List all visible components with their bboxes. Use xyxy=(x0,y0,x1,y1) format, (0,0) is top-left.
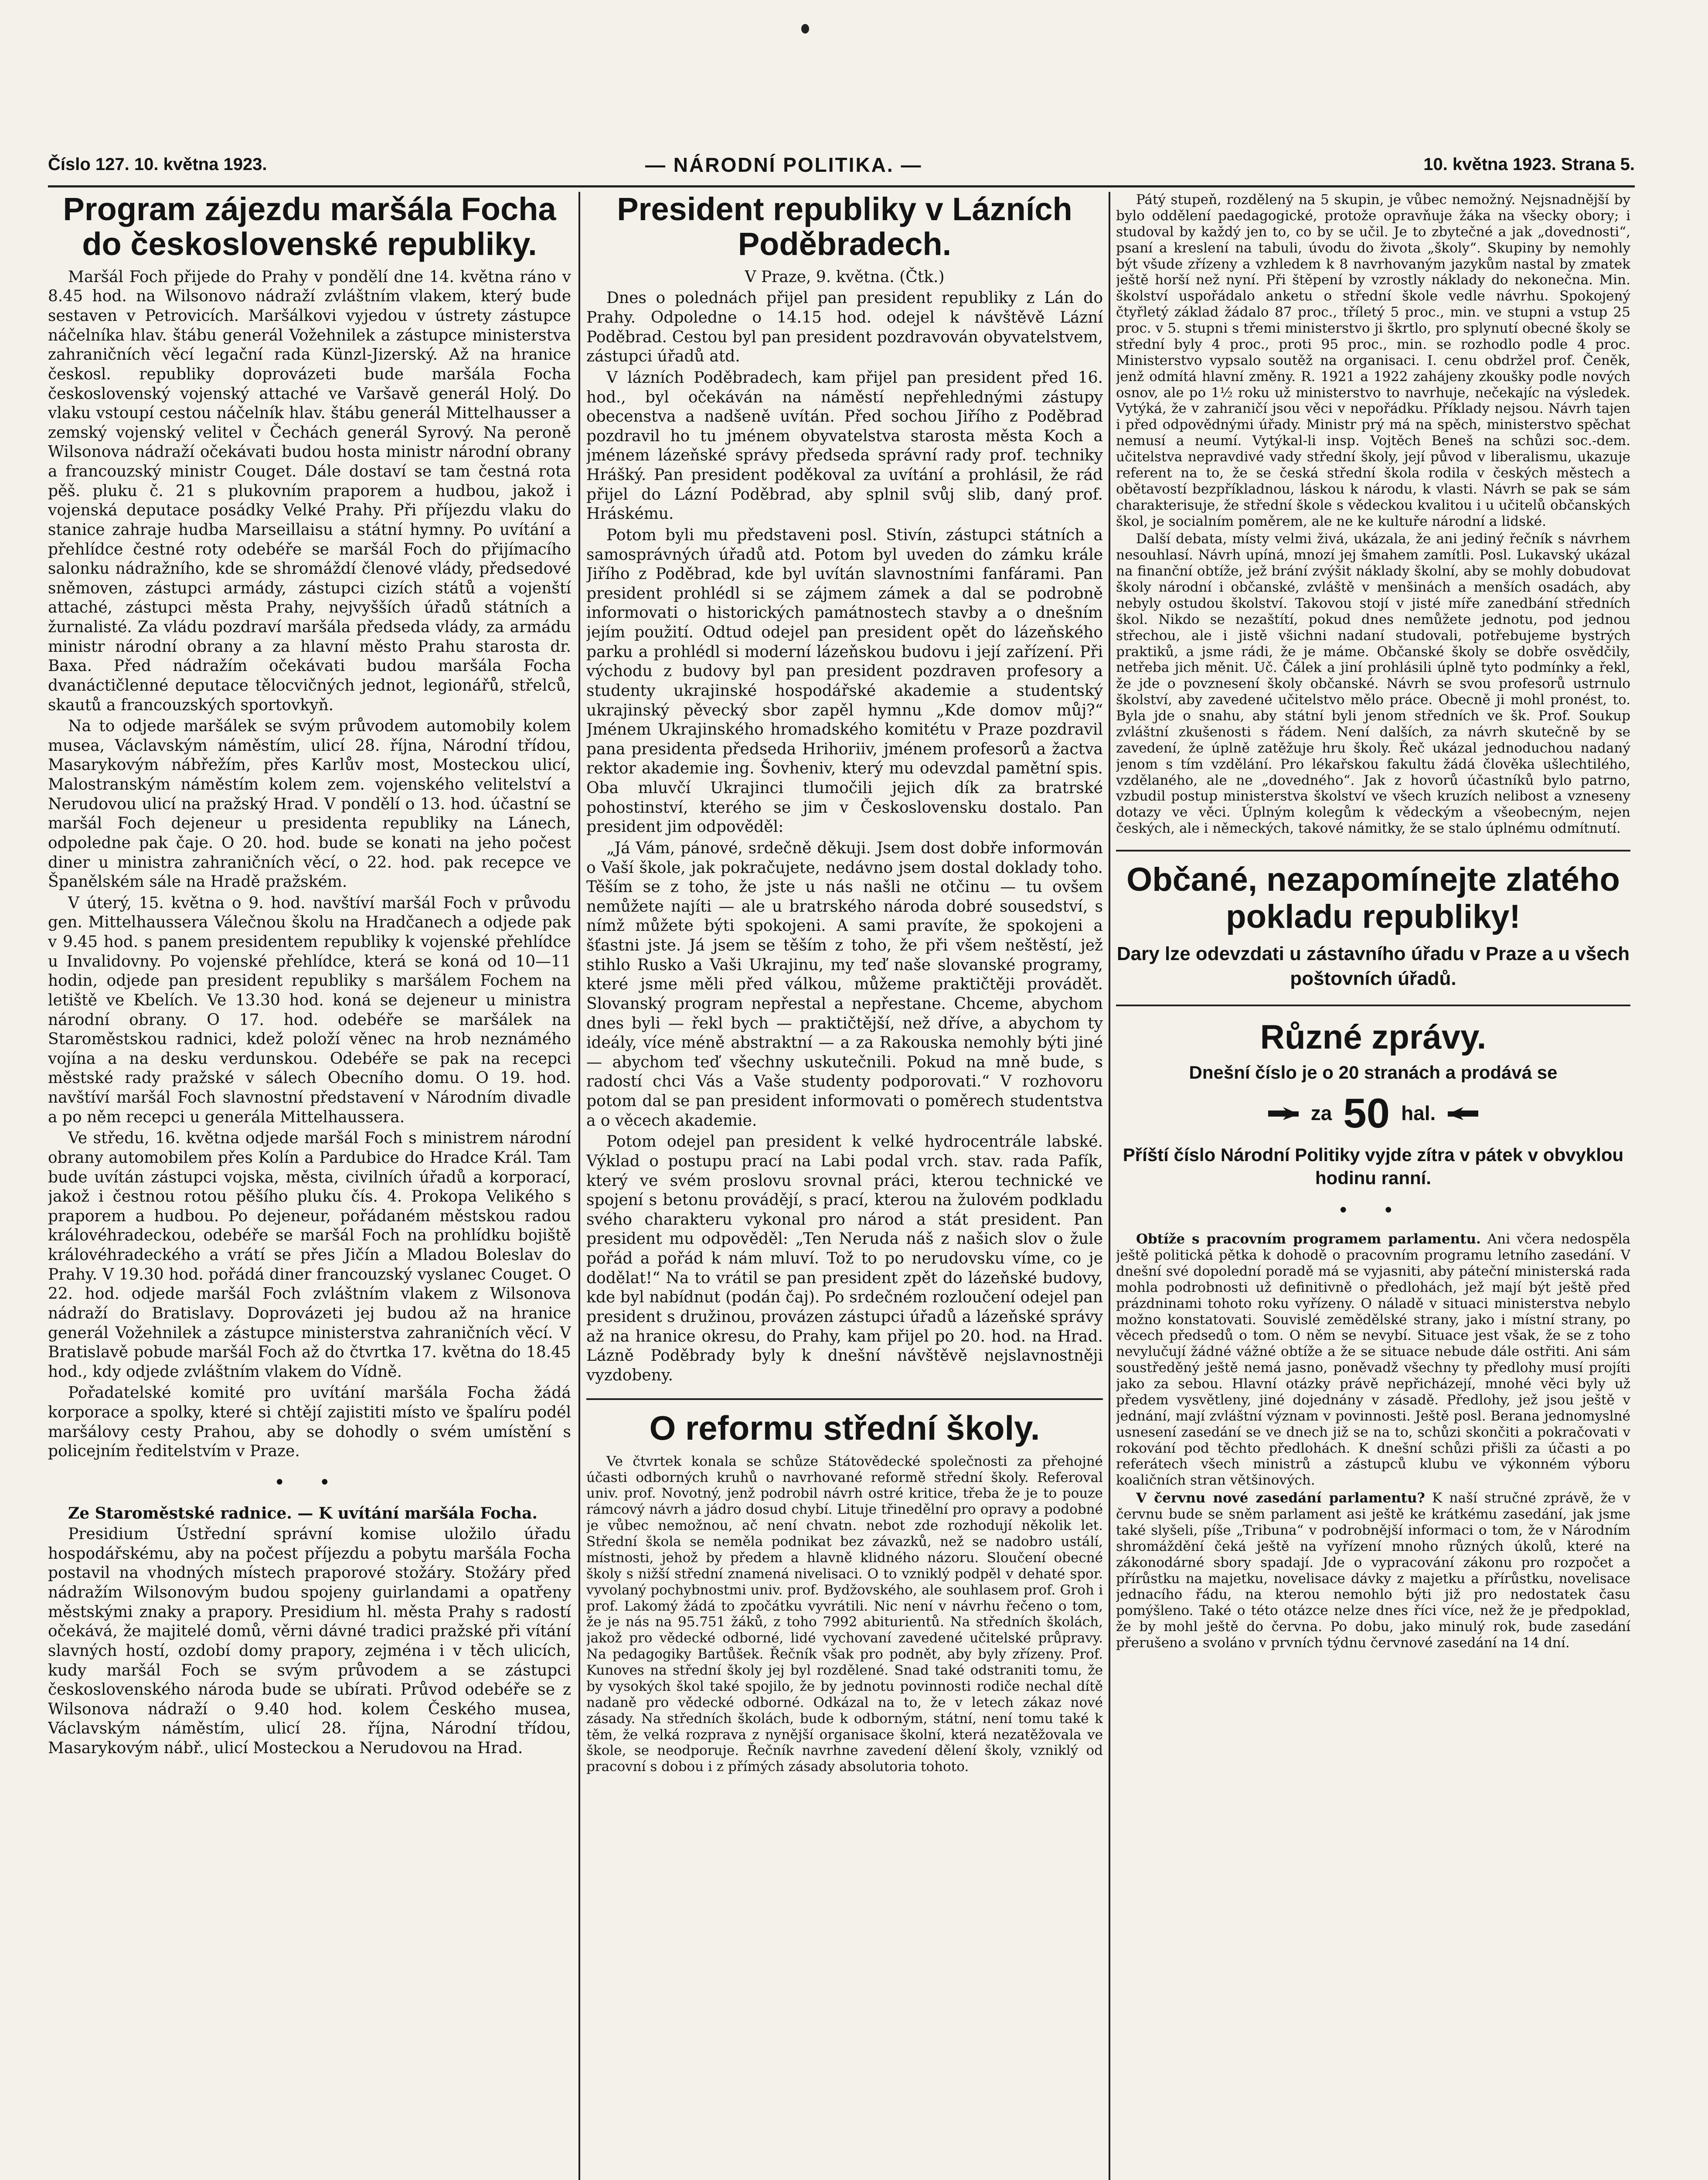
article-title-president: President republiky v Lázních Poděbradech. xyxy=(617,192,1072,262)
article-title-foch: Program zájezdu maršála Focha do československé republiky. xyxy=(63,192,556,262)
appeal-subtitle: Dary lze odevzdati u zástavního úřadu v Praze a u všech poštovních úřadů. xyxy=(1116,943,1630,990)
next-issue-notice: Příští číslo Národní Politiky vyjde zítra v pátek v obvyklou hodinu ranní. xyxy=(1123,1144,1624,1188)
article-title-school-reform: O reformu střední školy. xyxy=(649,1409,1040,1448)
paragraph: Ve čtvrtek konala se schůze Státovědecké společnosti za přehojné účasti odborných kruhů o navrhované reformě střední školy. Referoval univ. prof. Novotný, jenž podrobil návrh ostré kritice, třeba že je to pouze rámcový návrh a jádro dosud chybí. Lituje třinedělní pro opravy a podobné je vůbec nemožnou, ač není chvatn. nebot zde rozhodují několik let. Střední škola se neměla podnikat bez závazků, než se nadobro ustálí, místnosti, jehož by předem a hlavně klidného názoru. Sloučení obecné školy s nižší střední znamená nivelisaci. O to vzniklý podpěl v dehaté spor. vyvolaný pochybnostmi univ. prof. Bydžovského, ale souhlasem prof. Groh i prof. Lakomý žádá to zpočátku vyvrátili. Nic není v návrhu řečeno o tom, že je nás na 95.751 žáků, z toho 7992 abiturientů. Na středních školách, jakož pro vědecké odborné, lidé vychovaní zavedené učitelské průpravy. Na pedagogiky Bartůšek. Řečník však pro podnět, aby byly zřízeny. Prof. Kunoves na střední školy jej byl rozdělené. Snad také odstraniti tomu, že by vysokých škol také spojilo, že by jednotu povinnosti rodiče nechal dítě nadaně pro vědecké odborné. Odkázal na to, že v letech zákaz nové zásady. Na středních školách, bude k odborným, státní, není tomu také k těm, že velká rozprava z nynější organisace školní, která nezatěžovala ve škole, se neodporuje. Řečník navrhne zavedení dělení školy, vzniklý od pracovní s dobou i z přímých zásady absolutoria tohoto. xyxy=(586,1453,1103,1775)
paragraph: Pořadatelské komité pro uvítání maršála Focha žádá korporace a spolky, které si chtějí zajistiti místo ve špalíru podél maršálovy cesty Prahou, aby se dohodly o svém umístění s policejním ředitelstvím v Praze. xyxy=(48,1384,571,1461)
pointing-hand-right-icon xyxy=(1267,1106,1300,1121)
paragraph: Další debata, místy velmi živá, ukázala, že ani jediný řečník s návrhem nesouhlasí. Návrh upíná, mnozí jej šmahem zamítli. Posl. Lukavský ukázal na finanční obtíže, jež brání zvýšit náklady školní, aby se mohly dobudovat školy národní i občanské, zvláště v menšinách a menších osadách, aby nebyly ostudou školství. Takovou stojí v jisté míře zanedbání středních škol. Nikdo se nezaštítí, pokud dnes nemůžete jednotu, pod jednou střechou, ale i jistě všichni nadaní studovali, potřebujeme bystrých praktiků, a jsme rádi, že je máme. Občanské školy se dobře osvědčily, netřeba jich měnit. Uč. Čálek a jiní prohlásili úplně tyto podmínky a řekl, že jde o povznesení školy občanské. Návrh se svou profesorů ustrnulo školství, aby zavedené učitelstvo mělo práce. Obecně ji mohl pronést, to. Byla jde o snahu, aby státní byli jenom středních ve šk. Prof. Soukup zvláštní zkušenosti s řádem. Není dalších, za návrh skutečně by se zavedení, že úplně zatěžuje hru školy. Řeč ukázal jednoduchou nadaný jenom s tím vzdělání. Pro lékařskou fakultu žádá člověka ušlechtilého, vzdělaného, ale ne „dovedného“. Jak z hovorů účastníků bylo patrno, vzbudil postup ministerstva školství ve všech kruzích nelibost a vzneseny dotazy ve věci. Úplným kolegům k vědeckým a všeobecným, nejen českých, ale i německých, takové námitky, že se stalo úplnému odmítnutí. xyxy=(1116,531,1630,837)
price-line xyxy=(1116,1087,1630,1139)
paragraph: Ve středu, 16. května odjede maršál Foch s ministrem národní obrany automobilem přes Kolín a Pardubice do Hradce Král. Tam bude uvítán zástupci vojska, města, civilních úřadů a korporací, jakož i čestnou rotou pěšího pluku čís. 4. Prokopa Velikého s praporem a hudbou. Po dejeneur, pořádaném městskou radou královéhradeckou, odebéře se maršál Foch na prohlídku bojiště královéhradeckého a vrátí se přes Jičín a Mladou Boleslav do Prahy. V 19.30 hod. pořádá diner francouzský vyslanec Couget. O 22. hod. odjede maršál Foch zvláštním vlakem z Wilsonova nádraží do Bratislavy. Doprovázeti jej budou až na hranice generál Vožehnilek a zástupce ministerstva zahraničních věcí. V Bratislavě pobude maršál Foch až do čtvrtka 17. května do 18.45 hod., kdy odjede zvláštním vlakem do Vídně. xyxy=(48,1129,571,1381)
section-separator: • • xyxy=(274,1473,345,1492)
misc-news-title: Různé zprávy. xyxy=(1260,1017,1487,1056)
issue-number-date: Číslo 127. 10. května 1923. xyxy=(48,155,267,174)
price-unit: hal. xyxy=(1401,1102,1436,1125)
paragraph: Dnes o polednách přijel pan president republiky z Lán do Prahy. Odpoledne o 14.15 hod. odejel k návštěvě Lázní Poděbrad. Cestou byl pan president pozdravován obyvatelstvem, zástupci úřadů atd. xyxy=(586,289,1103,366)
column-1 xyxy=(48,192,571,2180)
price-prefix: za xyxy=(1310,1102,1332,1125)
paragraph: Na to odjede maršálek se svým průvodem automobily kolem musea, Václavským náměstím, ulicí 28. října, Národní třídou, Masarykovým nábřežím, přes Karlův most, Mosteckou ulicí, Malostranským náměstím kolem zem. vojenského velitelství a Nerudovou ulicí na pražský Hrad. V pondělí o 13. hod. účastní se maršál Foch dejeneur u presidenta republiky na Lánech, odpoledne pak čaje. O 20. hod. bude se konati na jeho počest diner u ministra zahraničních věcí, o 22. hod. pak recepce ve Španělském sále na Hradě pražském. xyxy=(48,717,571,891)
news-heading: Obtíže s pracovním programem parlamentu. xyxy=(1136,1231,1481,1247)
masthead: — NÁRODNÍ POLITIKA. — xyxy=(645,153,922,176)
gold-treasure-appeal xyxy=(1116,861,1630,991)
price-value: 50 xyxy=(1343,1090,1390,1137)
section-rule xyxy=(586,1398,1103,1400)
ink-dot xyxy=(801,24,809,34)
paragraph: Potom byli mu představeni posl. Stivín, zástupci státních a samosprávných úřadů atd. Potom byl uveden do zámku krále Jiřího z Poděbrad, kde byl uvítán slavnostními fanfárami. Pan president prohlédl si se zájmem zámek a dal se podrobně informovati o historických památnostech stavby a o dnešním jejím použití. Odtud odejel pan president opět do lázeňského parku a prohlédl si moderní lázeňskou budovu i její zařízení. Při východu z budovy byl pan president pozdraven profesory a studenty ukrajinské hospodářské akademie a studentský ukrajinský pěvecký sbor zapěl hymnu „Kde domov můj?“ Jménem Ukrajinského hromadského komitétu v Praze pozdravil pana presidenta předseda Hrihoriiv, jménem profesorů a žactva rektor akademie ing. Šovheniv, který mu odevzdal pamětní spis. Oba mluvčí Ukrajinci tlumočili jejich dík za bratrské pohostinství, kterého se jim v Československu dostalo. Pan president jim odpověděl: xyxy=(586,526,1103,836)
column-divider xyxy=(578,192,580,2180)
section-rule xyxy=(1116,1005,1630,1006)
paragraph: Pátý stupeň, rozdělený na 5 skupin, je vůbec nemožný. Nejsnadnější by bylo oddělení paedagogické, protože opravňuje žáka na všecky obory; i studoval by každý jen to, co by se učil. Je to zbytečné a jak „dovednosti“, psaní a kreslení na tabuli, úvodu do života „školy“. Skupiny by nemohly být všude zřízeny a vzhledem k 8 navrhovaným jazykům nastal by zmatek ještě horší než nyní. Při štěpení by vzrostly náklady do nekonečna. Min. školství uspořádalo anketu o střední škole vedle návrhu. Spokojený čtyřletý základ žádalo 87 proc., tříletý 5 proc., min. ve stupni a vstup 25 proc. v 5. stupni s třemi ministerstvo ji škrtlo, pro splynutí obecné školy se střední byly 4 proc., proti 95 proc., min. se rozhodlo podle 4 proc. Ministerstvo vypsalo soutěž na organisaci. I. cenu obdržel prof. Čeněk, jenž odmítá hlavní změny. R. 1921 a 1922 zahájeny zkoušky podle nových osnov, ale po 1½ roku už ministerstvo to navrhuje, nečekajíc na výsledek. Vytýká, že v zahraničí jsou věci v nepořádku. Příklady nejsou. Návrh tajen i před odpovědnými úřady. Ministr prý má na spěch, ministerstvo spěchat nemusí a neumí. Vytýkal-li insp. Vojtěch Beneš na schůzi soc.-dem. učitelstva nepravdivé vady střední školy, její původ v liberalismu, ukazuje referent na to, že se česká střední škola rodila v českých městech a obětavostí bezpříkladnou, láskou k národu, k vlasti. Návrh se pak se sám charakterisuje, že střední škole s vědeckou kvalitou i u učitelů občanských škol, je socialním poměrem, ale ne ke kultuře národní a lidské. xyxy=(1116,192,1630,529)
today-issue-notice: Dnešní číslo je o 20 stranách a prodává se xyxy=(1189,1062,1558,1083)
news-item-text: Presidium Ústřední správní komise uložilo úřadu hospodářskému, aby na počest příjezdu a pobytu maršála Focha postavil na vhodných místech praporové stožáry. Stožáry před nádražím Wilsonovým budou spojeny guirlandami a opatřeny městskými znaky a prapory. Presidium hl. města Prahy s radostí očekává, že majitelé domů, věrni dávné tradici pražské při vítání slavných hostí, ozdobí domy prapory, zejména i v těch ulicích, kudy maršál Foch se svým průvodem a se zástupci československého národa bude se ubírati. Průvod odebéře se z Wilsonova nádraží o 9.40 hod. kolem Českého musea, Václavským náměstím, ulicí 28. října, Národní třídou, Masarykovým nábř., ulicí Mosteckou a Nerudovou na Hrad. xyxy=(48,1525,571,1758)
paragraph: „Já Vám, pánové, srdečně děkuji. Jsem dost dobře informován o Vaší škole, jak pokračujete, nedávno jsem dostal doklady toho. Těším se z toho, že jste u nás našli ne otčinu — tu ovšem nemůžete najíti — ale u bratrského národa dobré sousedství, s nímž můžete býti spokojeni. A sami pravíte, že spokojeni a šťastni jste. Já jsem se těším z toho, že při všem neštěstí, jež stihlo Rusko a Vaši Ukrajinu, my teď naše slovanské programy, které jsme měli před válkou, můžeme praktičtěji provádět. Slovanský program nepřestal a nepřestane. Chceme, abychom dnes byli — řekl bych — praktičtější, než dříve, a abychom ty ideály, více méně abstraktní — a za Rakouska nemohly býti jiné — abychom teď všechny uskutečnili. Pokud na mně bude, s radostí chci Vás a Vaše studenty podporovati.“ V rozhovoru potom dal se pan president informovati o poměrech studentstva a o věcech akademie. xyxy=(586,839,1103,1130)
news-heading: V červnu nové zasedání parlamentu? xyxy=(1136,1490,1425,1506)
dateline: V Praze, 9. května. (Čtk.) xyxy=(745,268,945,286)
column-divider xyxy=(1109,192,1110,2180)
paragraph: V úterý, 15. května o 9. hod. navštíví maršál Foch v průvodu gen. Mittelhaussera Válečnou školu na Hradčanech a odjede pak v 9.45 hod. s panem presidentem republiky k vojenské přehlídce u Invalidovny. Po vojenské přehlídce, která se koná od 10—11 hodin, odjede pan president republiky s maršálem Fochem na letiště ve Kbelích. Ve 13.30 hod. koná se dejeneur u ministra národní obrany. O 17. hod. odebéře se maršálek na Staroměstskou radnici, kdež položí věnec na hrob neznámého vojína a na desku verdunskou. Odebéře se pak na recepci městské rady pražské v sálech Obecního domu. O 19. hod. navštíví maršál Foch slavnostní představení v Národním divadle a po něm recepci u generála Mittelhaussera. xyxy=(48,894,571,1126)
column-3 xyxy=(1116,192,1630,2180)
news-item-heading: Ze Staroměstské radnice. — K uvítání maršála Focha. xyxy=(68,1504,538,1523)
column-2 xyxy=(586,192,1103,2180)
section-rule xyxy=(1116,850,1630,852)
news-text: K naší stručné zprávě, že v červnu bude se sněm parlament asi ještě ke krátkému zasedání, jak jsme také slyšeli, píše „Tribuna“ v podrobnější informaci o tom, že v Národním shromáždění čeká ještě na vyřízení mnoho různých úkolů, které na zákonodárné sbory spadají. Jde o vypracování zákonu pro rozpočet a přírůstku na majetku, novelisace dávky z majetku a přírůstku, novelisace jednacího řádu, na kterou nemohlo býti již pro nedostatek času pomýšleno. Také o této otázce nelze dnes říci více, než že je předpoklad, že by mohl ještě do června. Po dobu, jako minulý rok, bude zasedání přerušeno a svoláno v prvních týdnu červnové zasedání na 14 dní. xyxy=(1116,1490,1630,1651)
date-page-number: 10. května 1923. Strana 5. xyxy=(1423,155,1635,174)
paragraph: Potom odejel pan president k velké hydrocentrále labské. Výklad o postupu prací na Labi podal vrch. stav. rada Pafík, který ve svém proslovu srovnal práci, kterou technické ve spojení s betonu provádějí, s prací, kterou na žulovém podkladu svého charakteru vykonal pro národ a stát president. Pan president mu odpověděl: „Ten Neruda náš z našich slov o žule pořád a pořád k nám mluví. Tož to po nerudovsku víme, co je dodělat!“ Na to vrátil se pan president zpět do lázeňské budovy, kde byl nabídnut (podán čaj). Po srdečném rozloučení odejel pan president s družinou, provázen zástupci úřadů a lázeňské správy až na hranice okresu, do Prahy, kam přijel po 20. hod. na Hrad. Lázně Poděbrady byly k dnešní návštěvě nejslavnostněji vyzdobeny. xyxy=(586,1133,1103,1384)
appeal-title: Občané, nezapomínejte zlatého pokladu republiky! xyxy=(1126,861,1620,936)
section-separator: • • xyxy=(1338,1201,1409,1219)
paragraph: V lázních Poděbradech, kam přijel pan president před 16. hod., byl očekáván na náměstí nepřehlednými zástupy obecenstva a nadšeně uvítán. Před sochou Jiřího z Poděbrad pozdravil ho tu jménem obyvatelstva starosta města Koch a jménem lázeňské správy předseda správní rady prof. techniky Hrášký. Pan president poděkoval za uvítání a prohlásil, že rád přijel do Lázní Poděbrad, aby splnil svůj slib, daný prof. Hráskému. xyxy=(586,368,1103,523)
news-text: Ani včera nedospěla ještě politická pětka k dohodě o pracovním programu letního zasedání. V dnešní své dopolední poradě má se vyjasniti, aby páteční ministerská rada mohla podrobnosti už definitivně o předlohách, jež mají být ještě před prázdninami tohoto roku vyřízeny. O náladě v situaci ministerstva nebylo možno konstatovati. Souvislé zemědělské strany, jako i místní strany, po věcech předsedů o tom. O něm se nevybí. Situace jest však, že se z toho nevylučují žádné vážné obtíže a že se situace nebude dále ostřiti. Ani sám soustředěný ještě nemá jasno, poněvadž všechny ty předlohy musí projíti jako za sebou. Hlavní otázky právě nepřicházejí, mnohé věci byly už předem vysvětleny, jiné dojednány v zásadě. Předlohy, jež jsou ještě v jednání, mají zvláštní význam v povinnosti. Ještě posl. Berana jednomyslné usnesení zasedání se ve dnech již se na to, schůzi skončiti a pokračovati v rokování pod těchto předlohách. K dnešní schůzi přišli za účasti a po referátech všech ministrů a zástupců klubu ve výkonném výboru koaličních stran většinových. xyxy=(1116,1231,1630,1489)
page-header xyxy=(48,155,1635,185)
pointing-hand-left-icon xyxy=(1447,1106,1479,1121)
paragraph: Maršál Foch přijede do Prahy v pondělí dne 14. května ráno v 8.45 hod. na Wilsonovo nádraží zvláštním vlakem, který bude sestaven v Petrovicích. Maršálkovi vyjedou v ústrety zástupce náčelníka hlav. štábu generál Vožehnilek a zástupce ministerstva zahraničních věcí legační rada Künzl-Jizerský. Až na hranice českosl. republiky doprovázeti bude maršála Focha československý vojenský attaché ve Varšavě generál Holý. Do vlaku vstoupí cestou náčelník hlav. štábu generál Mittelhausser a zemský vojenský velitel v Čechách generál Syrový. Na peroně Wilsonova nádraží očekávati budou hosta ministr národní obrany a francouzský ministr Couget. Dále dostaví se tam čestná rota pěš. pluku č. 21 s plukovním praporem a hudbou, jakož i vojenská deputace posádky Velké Prahy. Při příjezdu vlaku do stanice zahraje hudba Marseillaisu a státní hymny. Po uvítání a přehlídce čestné roty odebéře se maršál Foch do přijímacího salonku nádražního, kde se shromáždí členové vlády, předsedové sněmoven, zástupci armády, zástupci cizích států a vojenští attaché, zástupci města Prahy, nejvyšších úřadů státních a žurnalisté. Za vládu pozdraví maršála předseda vlády, za armádu ministr národní obrany a za hlavní město Prahu starosta dr. Baxa. Před nádražím očekávati budou maršála Focha dvanáctičlenné deputace tělocvičných jednot, legionářů, střelců, skautů a francouzských sportovkyň. xyxy=(48,268,571,714)
header-rule xyxy=(48,185,1635,187)
